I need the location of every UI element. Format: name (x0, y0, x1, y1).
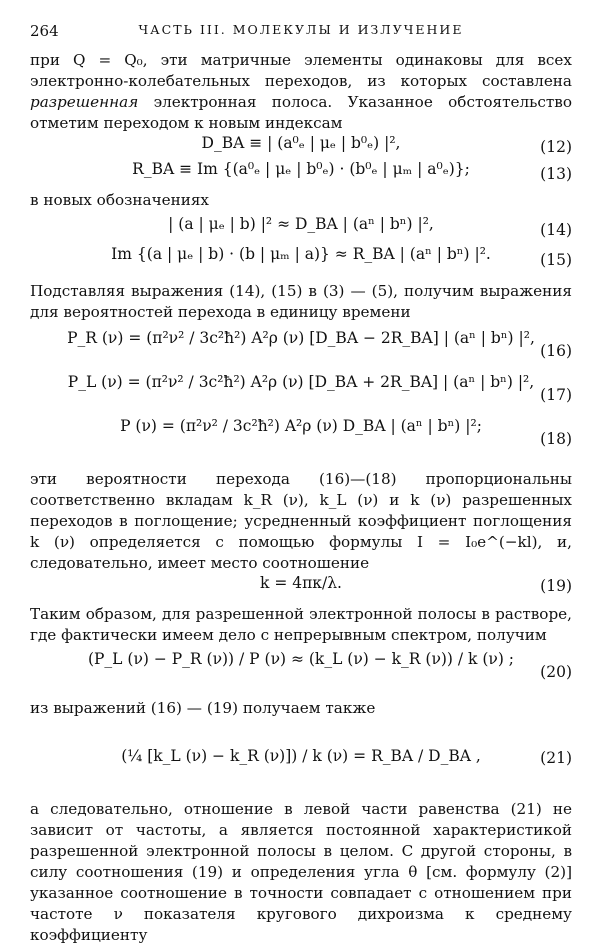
paragraph-5: Таким образом, для разрешенной электронной полосы в растворе, где фактически имеем дело с непрерывным спектром, получим (30, 605, 572, 644)
equation-16 (30, 329, 572, 373)
equation-17-expr: P_L (ν) = (π²ν² / 3c²ħ²) A²ρ (ν) [D_BA + 2R_BA] | (aⁿ | bⁿ) |², (67, 373, 535, 391)
equation-20-expr: (P_L (ν) − P_R (ν)) / P (ν) ≈ (k_L (ν) − k_R (ν)) / k (ν) ; (87, 650, 515, 668)
equation-17-number: (17) (540, 386, 572, 404)
equation-18 (30, 417, 572, 461)
emphasis-word: разрешенная (30, 93, 139, 111)
equation-20-number: (20) (540, 663, 572, 681)
equation-12 (30, 134, 572, 160)
equation-14-number: (14) (540, 221, 572, 239)
equation-21-expr: (¼ [k_L (ν) − k_R (ν)]) / k (ν) = R_BA / D_BA , (121, 747, 481, 765)
paragraph-1: при Q = Q₀, эти матричные элементы одинаковы для всех электронно-колебательных переходов, из которых составлена разрешенная электронная полоса. Указанное обстоятельство отметим переходом к новым индексам (30, 51, 572, 132)
paragraph-6: из выражений (16) — (19) получаем также (30, 699, 376, 717)
equation-19 (30, 574, 572, 598)
equation-13-expr: R_BA ≡ Im {(a⁰ₑ | μₑ | b⁰ₑ) · (b⁰ₑ | μₘ | a⁰ₑ)}; (132, 160, 470, 178)
equation-16-expr: P_R (ν) = (π²ν² / 3c²ħ²) A²ρ (ν) [D_BA − 2R_BA] | (aⁿ | bⁿ) |², (67, 329, 535, 347)
paragraph-4: эти вероятности перехода (16)—(18) пропорциональны соответственно вкладам k_R (ν), k_L (ν) и k (ν) разрешенных переходов в поглощение; усредненный коэффициент поглощения k (ν) определяется с помощью формулы I = I₀e^(−kl), и, следовательно, имеет место соотношение (30, 470, 572, 572)
equation-20 (30, 650, 572, 694)
running-title: ЧАСТЬ III. МОЛЕКУЛЫ И ИЗЛУЧЕНИЕ (138, 22, 464, 37)
equation-21-number: (21) (540, 749, 572, 767)
equation-21 (30, 725, 572, 791)
equation-12-expr: D_BA ≡ | (a⁰ₑ | μₑ | b⁰ₑ) |², (201, 134, 401, 152)
equation-18-expr: P (ν) = (π²ν² / 3c²ħ²) A²ρ (ν) D_BA | (aⁿ | bⁿ) |²; (120, 417, 482, 435)
paragraph-7: а следовательно, отношение в левой части равенства (21) не зависит от частоты, а является постоянной характеристикой разрешенной электронной полосы в целом. С другой стороны, в силу соотношения (19) и определения угла θ [см. формулу (2)] указанное соотношение в точности совпадает с отношением при частоте ν показателя кругового дихроизма к среднему коэффициенту (30, 800, 572, 944)
equation-17 (30, 373, 572, 417)
equation-12-number: (12) (540, 138, 572, 156)
equation-16-number: (16) (540, 342, 572, 360)
equation-19-expr: k = 4πκ/λ. (260, 574, 342, 592)
equation-14-expr: | (a | μₑ | b) |² ≈ D_BA | (aⁿ | bⁿ) |², (168, 215, 434, 233)
equation-18-number: (18) (540, 430, 572, 448)
equation-13 (30, 160, 572, 188)
running-header (30, 18, 572, 46)
paragraph-3: Подставляя выражения (14), (15) в (3) — (5), получим выражения для вероятностей перехода в единицу времени (30, 282, 572, 321)
equation-19-number: (19) (540, 577, 572, 595)
equation-14 (30, 215, 572, 245)
equation-15-number: (15) (540, 251, 572, 269)
paragraph-2: в новых обозначениях (30, 191, 209, 209)
equation-15 (30, 245, 572, 275)
equation-15-expr: Im {(a | μₑ | b) · (b | μₘ | a)} ≈ R_BA | (aⁿ | bⁿ) |². (111, 245, 491, 263)
equation-13-number: (13) (540, 165, 572, 183)
page-number: 264 (30, 22, 59, 40)
